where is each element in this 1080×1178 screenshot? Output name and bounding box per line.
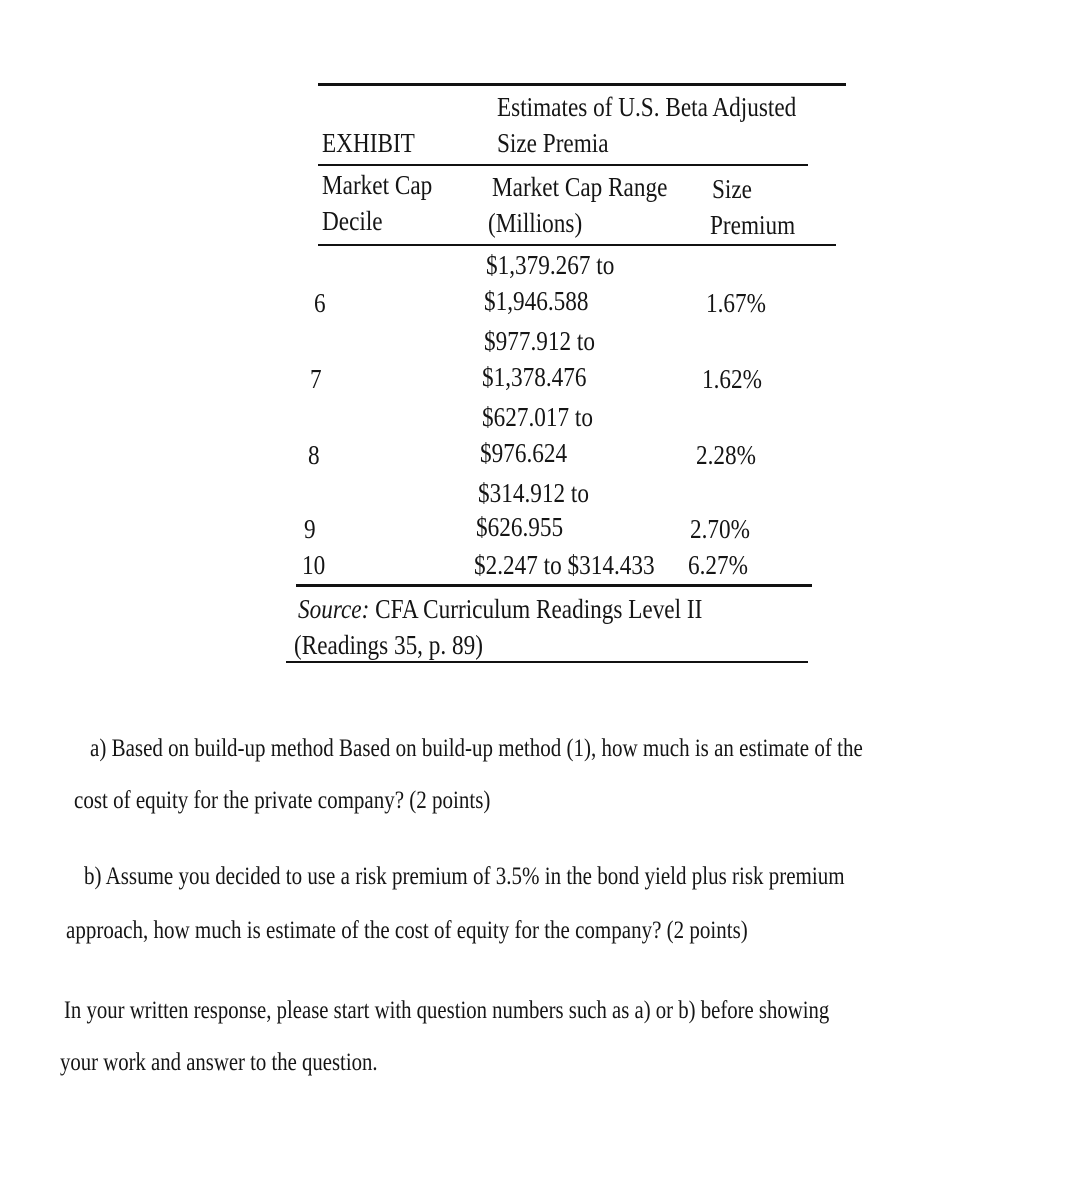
table-row-premium: 2.70% [690,514,750,544]
table-row-range-line1: $627.017 to [482,402,593,432]
source-line1 [298,594,702,624]
table-row-premium: 1.67% [706,288,766,318]
header-decile-line1: Market Cap [322,170,433,200]
table-bottom-rule [296,584,812,587]
table-row-range-line1: $1,379.267 to [486,250,615,280]
exhibit-label: EXHIBIT [322,128,415,158]
exhibit-title-line1: Estimates of U.S. Beta Adjusted [497,92,797,122]
column-header-rule [318,244,836,246]
instructions-line1: In your written response, please start with question numbers such as a) or b) before showing [64,997,830,1024]
source-bottom-rule [286,661,808,663]
header-rule [318,164,808,166]
header-premium-line1: Size [712,174,752,204]
table-row-decile: 10 [302,550,326,580]
table-row-range-line2: $626.955 [476,512,564,542]
table-row-range-line2: $1,378.476 [482,362,587,392]
table-row-decile: 8 [308,440,320,470]
table-row-premium: 2.28% [696,440,756,470]
table-row-decile: 9 [304,514,316,544]
table-row-range-line1: $2.247 to $314.433 [474,550,655,580]
table-row-premium: 1.62% [702,364,762,394]
instructions-line2: your work and answer to the question. [60,1049,378,1076]
table-row-range-line1: $977.912 to [484,326,595,356]
header-premium-line2: Premium [710,210,796,240]
header-range-line1: Market Cap Range [492,172,668,202]
table-row-range-line2: $1,946.588 [484,286,589,316]
table-top-rule [318,83,846,86]
table-row-decile: 6 [314,288,326,318]
source-text: CFA Curriculum Readings Level II [375,594,703,624]
table-row-range-line1: $314.912 to [478,478,589,508]
header-decile-line2: Decile [322,206,383,236]
question-b-line1: b) Assume you decided to use a risk premium of 3.5% in the bond yield plus risk premium [84,863,845,890]
table-row-range-line2: $976.624 [480,438,568,468]
source-line2: (Readings 35, p. 89) [294,630,483,660]
question-a-line2: cost of equity for the private company? (2 points) [74,787,491,814]
question-a-line1: a) Based on build-up method Based on build-up method (1), how much is an estimate of the [90,735,863,762]
header-range-line2: (Millions) [488,208,583,238]
table-row-decile: 7 [310,364,322,394]
exhibit-title-line2: Size Premia [497,128,609,158]
source-label: Source: [298,594,370,624]
question-b-line2: approach, how much is estimate of the cost of equity for the company? (2 points) [66,917,748,944]
table-row-premium: 6.27% [688,550,748,580]
